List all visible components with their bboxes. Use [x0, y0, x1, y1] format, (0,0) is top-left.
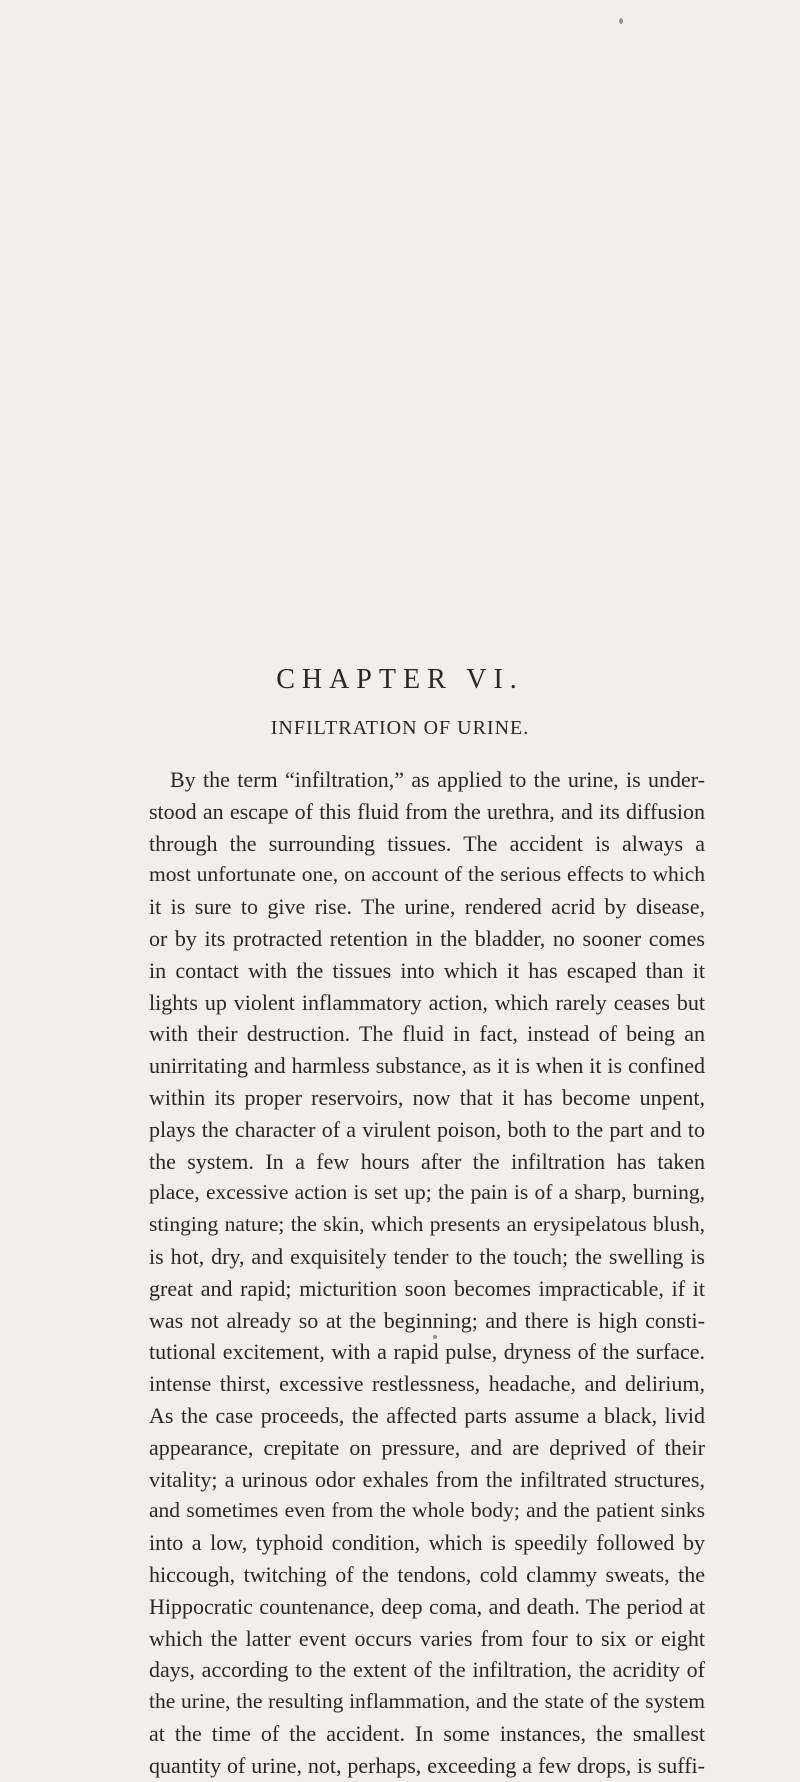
- chapter-heading: CHAPTER VI.: [276, 664, 524, 695]
- text-line: most unfortunate one, on account of the serious effects to which: [149, 862, 705, 887]
- text-line: unirritating and harmless substance, as it is when it is confined: [149, 1053, 705, 1079]
- text-line: great and rapid; micturition soon becomes impracticable, if it: [149, 1275, 705, 1301]
- text-line: in contact with the tissues into which it has escaped than it: [149, 957, 705, 983]
- text-line: the system. In a few hours after the infiltration has taken: [149, 1148, 705, 1174]
- text-line: By the term “infiltration,” as applied to the urine, is under-: [170, 767, 705, 792]
- text-line: through the surrounding tissues. The accident is always a: [149, 830, 705, 856]
- text-line: and sometimes even from the whole body; and the patient sinks: [149, 1498, 705, 1523]
- text-line: Hippocratic countenance, deep coma, and death. The period at: [149, 1593, 705, 1619]
- ink-speck: [619, 18, 623, 24]
- text-line: or by its protracted retention in the bladder, no sooner comes: [149, 925, 705, 951]
- text-line: is hot, dry, and exquisitely tender to the touch; the swelling is: [149, 1243, 705, 1269]
- text-line: days, according to the extent of the infiltration, the acridity of: [149, 1657, 705, 1683]
- text-line: hiccough, twitching of the tendons, cold clammy sweats, the: [149, 1561, 705, 1587]
- text-line: the urine, the resulting inflammation, and the state of the system: [149, 1689, 705, 1714]
- text-line: it is sure to give rise. The urine, rendered acrid by disease,: [149, 894, 705, 920]
- text-line: plays the character of a virulent poison, both to the part and to: [149, 1116, 705, 1142]
- text-line: stood an escape of this fluid from the urethra, and its diffusion: [149, 798, 705, 824]
- text-line: at the time of the accident. In some instances, the smallest: [149, 1720, 705, 1746]
- section-title: INFILTRATION OF URINE.: [270, 717, 530, 739]
- text-line: stinging nature; the skin, which presents an erysipelatous blush,: [149, 1212, 705, 1237]
- text-line: intense thirst, excessive restlessness, headache, and delirium,: [149, 1371, 705, 1397]
- text-line: into a low, typhoid condition, which is speedily followed by: [149, 1530, 705, 1556]
- text-line: within its proper reservoirs, now that it has become unpent,: [149, 1084, 705, 1110]
- text-line: tutional excitement, with a rapid pulse, dryness of the surface.: [149, 1339, 705, 1365]
- text-line: appearance, crepitate on pressure, and are deprived of their: [149, 1434, 705, 1460]
- text-line: which the latter event occurs varies from four to six or eight: [149, 1625, 705, 1651]
- text-line: was not already so at the beginning; and there is high consti-: [149, 1307, 705, 1333]
- text-line: lights up violent inflammatory action, which rarely ceases but: [149, 989, 705, 1015]
- text-line: with their destruction. The fluid in fact, instead of being an: [149, 1021, 705, 1047]
- text-line: quantity of urine, not, perhaps, exceeding a few drops, is suffi-: [149, 1752, 705, 1778]
- text-line: vitality; a urinous odor exhales from the infiltrated structures,: [149, 1466, 705, 1492]
- text-line: place, excessive action is set up; the pain is of a sharp, burning,: [149, 1180, 705, 1205]
- body-paragraph: [149, 764, 705, 1782]
- text-line: As the case proceeds, the affected parts assume a black, livid: [149, 1402, 705, 1428]
